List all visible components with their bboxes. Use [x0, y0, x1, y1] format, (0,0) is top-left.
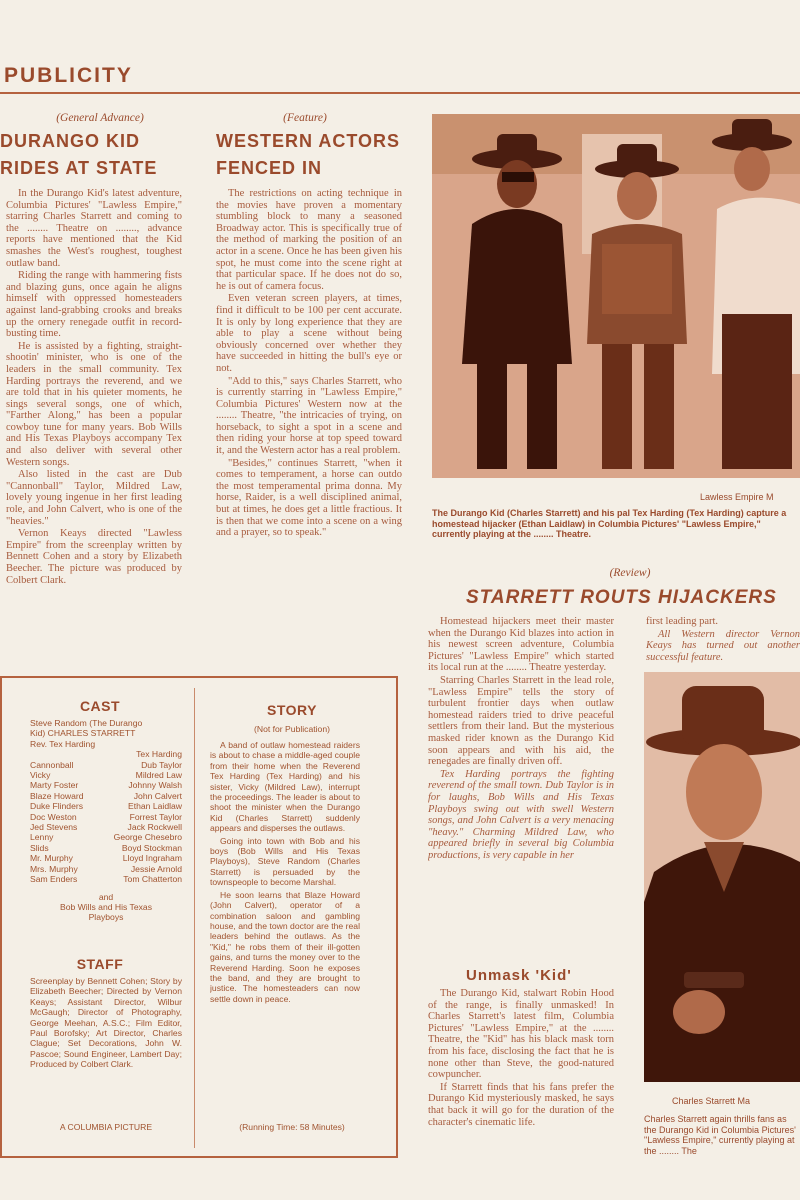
cast-actor: Lloyd Ingraham [122, 853, 182, 864]
cast-actor: George Chesebro [113, 832, 182, 843]
col2-kicker: (Feature) [283, 112, 327, 124]
cast-row [30, 864, 182, 874]
cast-actor: Johnny Walsh [128, 780, 182, 791]
cast-row [30, 718, 182, 728]
cast-role: Steve Random (The Durango [30, 718, 143, 728]
cast-role: Lenny [30, 832, 54, 843]
col2-headline-line2: FENCED IN [216, 158, 323, 178]
col2-article [216, 188, 402, 668]
cast-row [30, 760, 182, 770]
review-headline: STARRETT ROUTS HIJACKERS [466, 587, 777, 608]
cast-role: Doc Weston [30, 811, 77, 822]
story-text [210, 740, 360, 1114]
cast-actor: Ethan Laidlaw [128, 801, 182, 812]
cast-role: Rev. Tex Harding [30, 738, 96, 749]
cast-row [30, 801, 182, 811]
cast-actor: Forrest Taylor [129, 811, 182, 822]
review-article [428, 616, 614, 950]
cast-actor: Jack Rockwell [127, 822, 182, 833]
unmask-paragraph: The Durango Kid, stalwart Robin Hood of the range, is finally unmasked! In Charles Starrett's latest film, Columbia Pictures' "Lawless Empire," at the ........ Theatre, the "Kid" has his black mask torn from his face, disclosing the fact that he is none other than Steve, the good-natured cowpuncher. [428, 988, 614, 1081]
review-paragraph: Homestead hijackers meet their master when the Durango Kid blazes into action in his newest screen adventure, Columbia Pictures' "Lawless Empire" which started its local run at the ........ Theatre yesterday. [428, 616, 614, 674]
col2-paragraph: "Besides," continues Starrett, "when it comes to temperament, a horse can outdo the most temperamental prima donna. My horse, Raider, is a well disciplined animal, but at times, he does get a little fractious. It is then that we come into a scene on a wing and a prayer, so to speak." [216, 457, 402, 539]
cast-role: Cannonball [30, 759, 74, 770]
col1-headline-line2: RIDES AT STATE [0, 158, 158, 178]
unmask-headline: Unmask 'Kid' [466, 967, 572, 984]
staff-footer: A COLUMBIA PICTURE [59, 1122, 153, 1132]
cast-role: Slids [30, 842, 49, 853]
review-paragraph: first leading part. [646, 616, 719, 627]
photo1-credit: Lawless Empire M [700, 492, 774, 502]
cast-actor: John Calvert [133, 790, 182, 801]
review-kicker: (Review) [609, 567, 651, 579]
col1-headline [0, 128, 200, 182]
review-paragraph: All Western director Vernon Keays has turned out another successful feature. [646, 628, 800, 663]
cast-actor: Tex Harding [136, 749, 182, 760]
portrait-photo-charles-starrett [644, 672, 800, 1082]
cast-role: Mr. Murphy [30, 853, 73, 864]
col1-kicker: (General Advance) [56, 112, 144, 124]
col2-headline [216, 128, 426, 182]
cast-title: CAST [79, 698, 121, 714]
story-paragraph: Going into town with Bob and his boys (Bob Wills and His Texas Playboys), Steve Random (Charles Starrett) is persuaded by the townspeople to become Marshal. [210, 835, 360, 888]
photo1-caption: The Durango Kid (Charles Starrett) and his pal Tex Harding (Tex Harding) capture a homestead hijacker (Ethan Laidlaw) in Columbia Pictures' "Lawless Empire," currently playing at the ........ Theatre. [432, 508, 787, 539]
col2-paragraph: "Add to this," says Charles Starrett, who is currently starring in "Lawless Empire," Columbia Pictures' Western now at the ........ Theatre, "the intricacies of trying, on horseback, to sight a spot in a scene and then riding your horse at top speed toward it, and the Western actor has a real problem. [216, 375, 402, 457]
review-article-continued [646, 616, 800, 666]
cast-and: and [98, 892, 114, 902]
col1-paragraph: Also listed in the cast are Dub "Cannonball" Taylor, Mildred Law, lovely young ingenue in her first leading role, and John Calvert, who is one of the "heavies." [6, 469, 182, 527]
still-photo-art [432, 114, 800, 478]
cast-row [30, 739, 182, 749]
cast-role: Jed Stevens [30, 822, 78, 833]
cast-actor: Boyd Stockman [121, 842, 182, 853]
still-photo-durango-kid-capture [432, 114, 800, 478]
review-paragraph: Starring Charles Starrett in the lead role, "Lawless Empire" tells the story of turbulent frontier days when outlaw homestead raiders tried to drive peaceful settlers from their land. But the mysterious masked rider known as the Durango Kid soon appears and with his aid, the renegades are finally driven off. [428, 674, 614, 768]
cast-row [30, 728, 182, 738]
masthead-rule [0, 92, 800, 94]
staff-text: Screenplay by Bennett Cohen; Story by Elizabeth Beecher; Directed by Vernon Keays; Assistant Director, Wilbur McGaugh; Director of Photography, George Meehan, A.S.C.; Film Editor, Paul Borofsky; Art Director, Charles Clague; Set Decorations, John W. Pascoe; Sound Engineer, Lambert Day; Produced by Colbert Clark. [30, 976, 182, 1070]
photo2-caption: Charles Starrett again thrills fans as the Durango Kid in Columbia Pictures' "Lawless Empire," currently playing at the ........ The [644, 1114, 796, 1156]
cast-role: Kid) CHARLES STARRETT [30, 728, 136, 739]
story-paragraph: A band of outlaw homestead raiders is about to chase a middle-aged couple from their home when the Reverend Tex Harding (Tex Harding) and his sister, Vicky (Mildred Law), interrupt the proceedings. The leader is about to shoot the minister when the Durango Kid (Charles Starrett) suddenly appears and disperses the outlaws. [210, 740, 360, 834]
cast-row [30, 791, 182, 801]
cast-role: Marty Foster [30, 780, 79, 791]
masthead: PUBLICITY [4, 64, 133, 87]
col1-article [6, 188, 182, 668]
col2-headline-line1: WESTERN ACTORS [216, 131, 401, 151]
cast-role: Duke Flinders [30, 801, 84, 812]
col1-paragraph: In the Durango Kid's latest adventure, Columbia Pictures' "Lawless Empire," starring Charles Starrett and coming to the ........ Theatre on ........, advance reports have mentioned that the Kid smashes the West's roughest, toughest outlaw band. [6, 188, 182, 269]
cast-band-line1: Bob Wills and His Texas [59, 902, 153, 912]
cast-band-line2: Playboys [88, 912, 124, 922]
portrait-photo-art [644, 672, 800, 1082]
staff-title: STAFF [76, 956, 124, 972]
col1-headline-line1: DURANGO KID [0, 131, 140, 151]
cast-row [30, 843, 182, 853]
story-note: (Not for Publication) [254, 724, 330, 734]
cast-actor: Tom Chatterton [123, 874, 182, 885]
col2-paragraph: The restrictions on acting technique in the movies have proven a momentary stumbling block to many a seasoned Broadway actor. This is specifically true of the method of marking the position of an actor in a scene. Once he has been given his spot, he must come into the scene right at that particular space. If he does not do so, he is out of camera focus. [216, 188, 402, 292]
cast-role: Mrs. Murphy [30, 863, 78, 874]
photo2-credit: Charles Starrett Ma [672, 1096, 751, 1106]
cast-actor: Dub Taylor [141, 759, 182, 770]
credits-box [0, 676, 398, 1158]
story-paragraph: He soon learns that Blaze Howard (John Calvert), operator of a combination saloon and gambling house, and the town doctor are the real leaders behind the outlaws. As the "Kid," he robs them of their ill-gotten gains, and turns the money over to the Reverend Harding. Soon he exposes the band, and they are brought to justice. The homesteaders can now settle down in peace. [210, 889, 360, 1004]
story-running-time: (Running Time: 58 Minutes) [239, 1122, 345, 1132]
review-paragraph: Tex Harding portrays the fighting reverend of the small town. Dub Taylor is in for laughs, Bob Wills and His Texas Playboys swing out with swell Western songs, and John Calvert is a very menacing "heavy." Charming Mildred Law, who appeared briefly in several big Columbia productions, is very capable in her [428, 768, 614, 861]
col1-paragraph: Vernon Keays directed "Lawless Empire" from the screenplay written by Bennett Cohen and a story by Elizabeth Beecher. The picture was produced by Colbert Clark. [6, 528, 182, 586]
cast-row [30, 780, 182, 790]
cast-actor: Jessie Arnold [130, 863, 182, 874]
credits-divider [194, 688, 195, 1148]
cast-role: Sam Enders [30, 874, 78, 885]
col1-paragraph: Riding the range with hammering fists and blazing guns, once again he aligns himself with oppressed homesteaders against land-grabbing crooks and breaks up the ornery renegade outfit in record-busting time. [6, 270, 182, 340]
cast-list [30, 718, 182, 885]
cast-row [30, 822, 182, 832]
cast-row [30, 749, 182, 759]
cast-row [30, 770, 182, 780]
cast-actor: Mildred Law [135, 770, 182, 781]
cast-role: Vicky [30, 770, 51, 781]
cast-row [30, 853, 182, 863]
story-title: STORY [267, 702, 317, 718]
unmask-article [428, 988, 614, 1164]
col2-paragraph: Even veteran screen players, at times, find it difficult to be 100 per cent accurate. It is only by long experience that they are able to play a scene without being obviously concerned over whether they have succeeded in hitting the bull's eye or not. [216, 293, 402, 374]
cast-row [30, 874, 182, 884]
cast-row [30, 812, 182, 822]
cast-role: Blaze Howard [30, 790, 84, 801]
col1-paragraph: He is assisted by a fighting, straight-shootin' minister, who is one of the leaders in the small community. Tex Harding portrays the reverend, and we are told that in his quieter moments, he sings several songs, one of which, "Farther Along," has been a popular cowboy tune for many years. Bob Wills and His Texas Playboys accompany Tex and also deliver with several other Western songs. [6, 340, 182, 468]
unmask-paragraph: If Starrett finds that his fans prefer the Durango Kid mysteriously masked, he says that back it will go for the duration of the character's cinematic life. [428, 1081, 614, 1128]
cast-row [30, 832, 182, 842]
